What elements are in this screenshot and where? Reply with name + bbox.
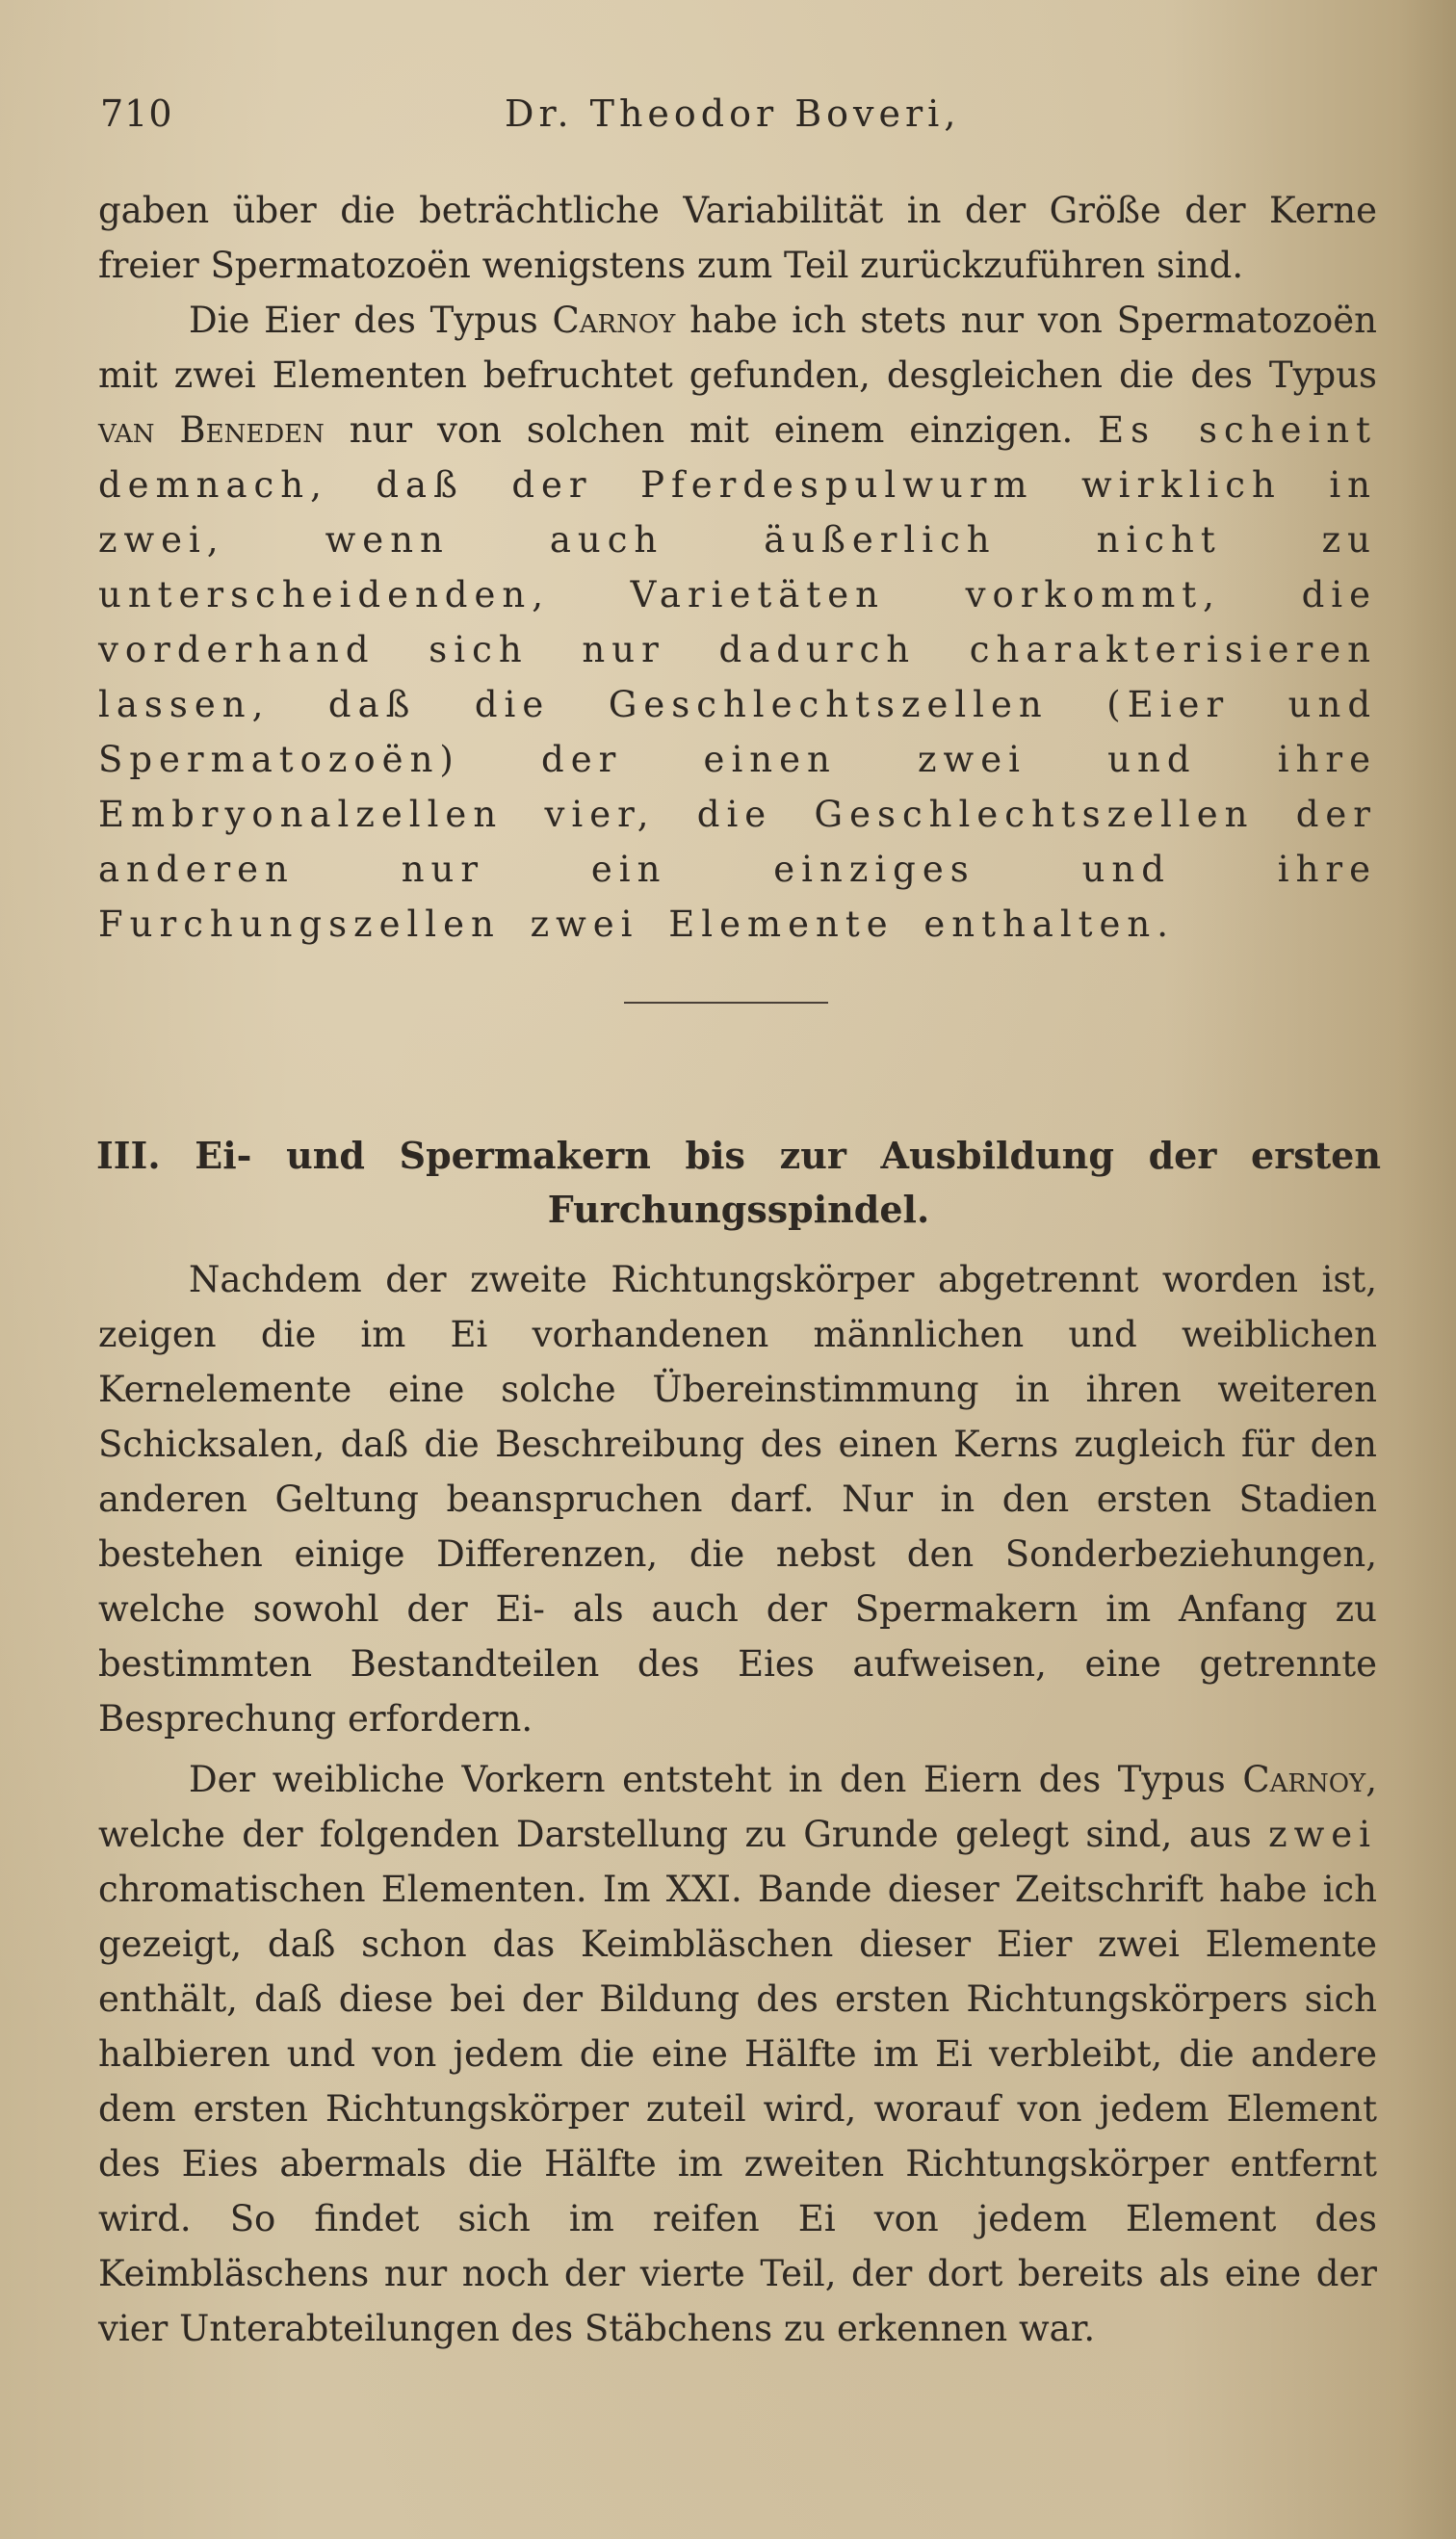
paragraph-nachdem: Nachdem der zweite Richtungskörper abgetrennt worden ist, zeigen die im Ei vorhandenen männlichen und weiblichen Kernelemente eine solche Übereinstimmung in ihren weiteren Schicksalen, daß die Beschreibung des einen Kerns zugleich für den anderen Geltung beanspruchen darf. Nur in den ersten Stadien bestehen einige Differenzen, die nebst den Sonderbeziehungen, welche sowohl der Ei- als auch der Spermakern im Anfang zu bestimmten Bestandteilen des Eies aufweisen, eine getrennte Besprechung erfordern. (98, 1259, 1377, 1740)
section-divider-rule (624, 1002, 828, 1004)
paragraph-text: habe ich stets nur von Spermatozoën mit zwei Elementen befruchtet gefunden, desgleichen die des Typus (98, 300, 1377, 396)
name-carnoy: Carnoy (1242, 1759, 1366, 1800)
page-number: 710 (100, 92, 173, 135)
text-block-lower (98, 1252, 1377, 2356)
text-block-upper (98, 183, 1377, 952)
emphasized-conclusion: Es scheint demnach, daß der Pferdespulwurm wirklich in zwei, wenn auch äußerlich nicht zu unterscheidenden, Varietäten vorkommt, die vorderhand sich nur dadurch charakterisieren lassen, daß die Geschlechtszellen (Eier und Spermatozoën) der einen zwei und ihre Embryonalzellen vier, die Geschlechtszellen der anderen nur ein einziges und ihre Furchungszellen zwei Elemente enthalten. (98, 409, 1377, 945)
name-carnoy: Carnoy (552, 300, 676, 341)
running-head-author: Dr. Theodor Boveri, (505, 92, 961, 135)
paragraph-vorkern (98, 1752, 1377, 2356)
page-header (100, 92, 1371, 150)
paragraph-text: nur von solchen mit einem einzigen. (324, 409, 1074, 451)
paragraph-text: , welche der folgenden Darstellung zu Grunde gelegt sind, aus (98, 1759, 1377, 1855)
name-van-beneden: van Beneden (98, 409, 325, 451)
paragraph-text: Die Eier des Typus (189, 300, 553, 341)
paragraph-text: chromatischen Elementen. Im XXI. Bande dieser Zeitschrift habe ich gezeigt, daß schon das Keimbläschen dieser Eier zwei Elemente enthält, daß diese bei der Bildung des ersten Richtungskörpers sich halbieren und von jedem die eine Hälfte im Ei verbleibt, die andere dem ersten Richtungskörper zuteil wird, worauf von jedem Element des Eies abermals die Hälfte im zweiten Richtungskörper entfernt wird. So findet sich im reifen Ei von jedem Element des Keimbläschens nur noch der vierte Teil, der dort bereits als eine der vier Unterabteilungen des Stäbchens zu erkennen war. (98, 1869, 1377, 2349)
section-heading-line1: III. Ei- und Spermakern bis zur Ausbildung der ersten (96, 1134, 1381, 1177)
paragraph-text: Der weibliche Vorkern entsteht in den Eiern des Typus (189, 1759, 1243, 1800)
paragraph-typus (98, 293, 1377, 952)
section-heading-line2: Furchungsspindel. (547, 1188, 930, 1231)
emphasized-zwei: zwei (1268, 1814, 1377, 1855)
section-heading (96, 1129, 1381, 1237)
paragraph-continuation: gaben über die beträchtliche Variabilität in der Größe der Kerne freier Spermatozoën wenigstens zum Teil zurückzuführen sind. (98, 190, 1377, 286)
